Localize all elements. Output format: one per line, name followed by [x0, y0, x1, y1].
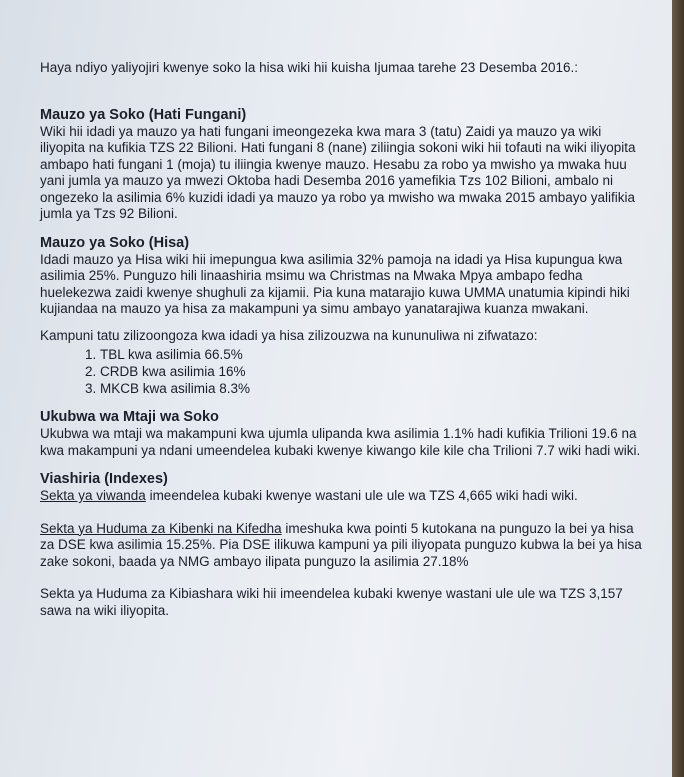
indexes-paragraph-3: Sekta ya Huduma za Kibiashara wiki hii imeendelea kubaki kwenye wastani ule ule wa TZS 3,157 sawa na wiki iliyopita.: [40, 586, 623, 618]
section-equity-body: Idadi mauzo ya Hisa wiki hii imepungua kwa asilimia 32% pamoja na idadi ya Hisa kupungua kwa asilimia 25%. Punguzo hili linaashiria msimu wa Christmas na Mwaka Mpya ambapo fedha huelekezwa zaidi kwenye shughuli za kijamii. Pia kuna matarajio kuwa UMMA unatumia kipindi hiki kujiandaa na mauzo ya hisa za makampuni ya simu ambayo yanatarajiwa kuanza mwakani.: [40, 251, 630, 316]
indexes-paragraph-2: [40, 521, 650, 571]
leaders-intro: Kampuni tatu zilizoongoza kwa idadi ya hisa zilizouzwa na kununuliwa ni zifwatazo:: [40, 327, 538, 343]
list-item: 1. TBL kwa asilimia 66.5%: [100, 346, 650, 363]
section-bonds-body: Wiki hii idadi ya mauzo ya hati fungani imeongezeka kwa mara 3 (tatu) Zaidi ya mauzo ya wiki iliyopita na kufikia TZS 22 Bilioni. Hati fungani 8 (nane) ziliingia sokoni wiki hii tofauti na wiki iliyopita ambapo hati fungani 1 (moja) tu iliingia kwenye mauzo. Hesabu za robo ya mwisho ya mwaka huu yani jumla ya mauzo ya mwezi Oktoba hadi Desemba 2016 yamefikia Tzs 102 Bilioni, ambalo ni ongezeko la asilimia 6% kuzidi idadi ya mauzo ya robo ya mwisho wa mwaka 2015 ambayo yalifikia jumla ya Tzs 92 Bilioni.: [40, 123, 636, 221]
section-equity: [40, 235, 650, 398]
section-equity-title: Mauzo ya Soko (Hisa): [40, 234, 190, 251]
table-edge: [672, 0, 684, 777]
sector-banking-term: Sekta ya Huduma za Kibenki na Kifedha: [40, 520, 282, 536]
section-market-cap: [40, 409, 650, 459]
list-item: 3. MKCB kwa asilimia 8.3%: [100, 380, 650, 397]
sector-industrial-term: Sekta ya viwanda: [40, 488, 146, 503]
section-market-cap-body: Ukubwa wa mtaji wa makampuni kwa ujumla ulipanda kwa asilimia 1.1% hadi kufikia Trilioni 19.6 na kwa makampuni ya ndani umeendelea kubaki kwenye kiwango kile kile cha Trilioni 7.7 wiki hadi wiki.: [40, 426, 641, 458]
section-bonds-title: Mauzo ya Soko (Hati Fungani): [40, 106, 247, 123]
indexes-paragraph-1: [40, 488, 650, 505]
section-indexes: [40, 471, 650, 619]
section-bonds: [40, 107, 650, 223]
leaders-list: [40, 346, 650, 397]
section-indexes-title: Viashiria (Indexes): [40, 471, 168, 487]
indexes-paragraph-2-text: imeshuka kwa pointi 5 kutokana na punguzo la bei ya hisa za DSE kwa asilimia 15.25%. Pia DSE ilikuwa kampuni ya pili iliyopata punguzo kubwa la bei ya hisa zake sokoni, baada ya NMG ambayo ilipata punguzo la asilimia 27.18%: [40, 520, 642, 569]
list-item: 2. CRDB kwa asilimia 16%: [100, 363, 650, 380]
intro-line: Haya ndiyo yaliyojiri kwenye soko la hisa wiki hii kuisha Ijumaa tarehe 23 Desemba 2016.:: [40, 60, 579, 75]
indexes-paragraph-1-text: imeendelea kubaki kwenye wastani ule ule wa TZS 4,665 wiki hadi wiki.: [145, 488, 578, 503]
section-market-cap-title: Ukubwa wa Mtaji wa Soko: [40, 409, 219, 425]
